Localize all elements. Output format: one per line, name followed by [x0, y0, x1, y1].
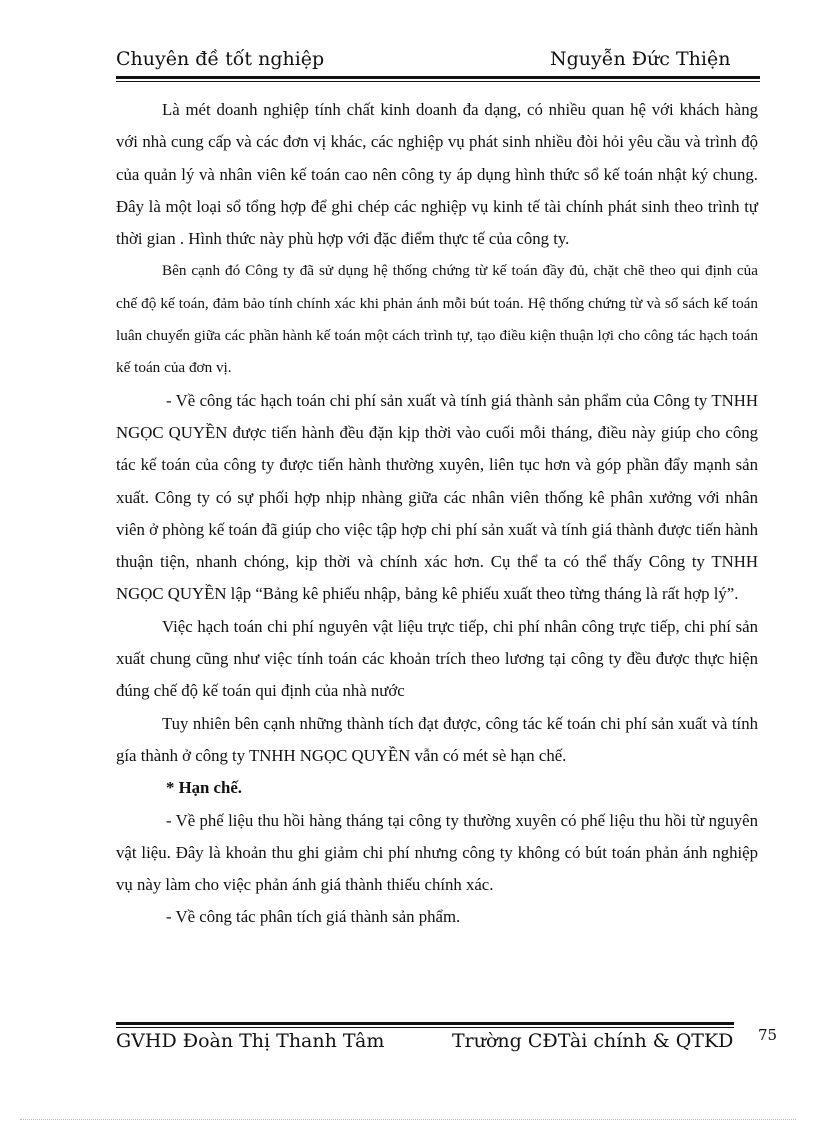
- paragraph-3: - Về công tác hạch toán chi phí sản xuất và tính giá thành sản phẩm của Công ty TNHH NGỌC QUYỀN được tiến hành đều đặn kịp thời vào cuối mỗi tháng, điều này giúp cho công tác kế toán của công ty được tiến hành thường xuyên, liên tục hơn và góp phần đẩy mạnh sản xuất. Công ty có sự phối hợp nhịp nhàng giữa các nhân viên thống kê phân xưởng với nhân viên ở phòng kế toán đã giúp cho việc tập hợp chi phí sản xuất và tính giá thành được tiến hành thuận tiện, nhanh chóng, kịp thời và chính xác hơn. Cụ thể ta có thể thấy Công ty TNHH NGỌC QUYỀN lập “Bảng kê phiếu nhập, bảng kê phiếu xuất theo từng tháng là rất hợp lý”.: [116, 390, 758, 604]
- footer-rule-thin: [116, 1027, 734, 1028]
- section-heading-limitations: * Hạn chế.: [166, 778, 242, 798]
- footer-school: Trường CĐTài chính & QTKD: [452, 1030, 734, 1052]
- paragraph-2: Bên cạnh đó Công ty đã sử dụng hệ thống chứng từ kế toán đầy đủ, chặt chẽ theo qui định của chế độ kế toán, đảm bảo tính chính xác khi phản ánh mỗi bút toán. Hệ thống chứng từ và sổ sách kế toán luân chuyển giữa các phần hành kế toán một cách trình tự, tạo điều kiện thuận lợi cho công tác hạch toán kế toán của đơn vị.: [116, 262, 758, 377]
- paragraph-7: - Về phế liệu thu hồi hàng tháng tại công ty thường xuyên có phế liệu thu hồi từ nguyên vật liệu. Đây là khoản thu ghi giảm chi phí nhưng công ty không có bút toán phản ánh nghiệp vụ này làm cho việc phản ánh giá thành thiếu chính xác.: [116, 810, 758, 895]
- header-rule-thick: [116, 76, 760, 79]
- page-bottom-edge: [20, 1119, 796, 1120]
- paragraph-1: Là mét doanh nghiệp tính chất kinh doanh đa dạng, có nhiều quan hệ với khách hàng với nhà cung cấp và các đơn vị khác, các nghiệp vụ phát sinh nhiều đòi hỏi yêu cầu và trình độ của quản lý và nhân viên kế toán cao nên công ty áp dụng hình thức sổ kế toán nhật ký chung. Đây là một loại sổ tổng hợp để ghi chép các nghiệp vụ kinh tế tài chính phát sinh theo trình tự thời gian . Hình thức này phù hợp với đặc điểm thực tế của công ty.: [116, 100, 758, 249]
- page-header: [116, 48, 758, 74]
- footer-supervisor: GVHD Đoàn Thị Thanh Tâm: [116, 1030, 385, 1052]
- document-body: [116, 94, 758, 934]
- footer-rule-thick: [116, 1022, 734, 1025]
- paragraph-4: Việc hạch toán chi phí nguyên vật liệu trực tiếp, chi phí nhân công trực tiếp, chi phí sản xuất chung cũng như việc tính toán các khoản trích theo lương tại công ty đều được thực hiện đúng chế độ kế toán qui định của nhà nước: [116, 616, 758, 701]
- header-author-name: Nguyễn Đức Thiện: [550, 48, 731, 70]
- header-document-title: Chuyên đề tốt nghiệp: [116, 48, 325, 70]
- paragraph-5: Tuy nhiên bên cạnh những thành tích đạt được, công tác kế toán chi phí sản xuất và tính gía thành ở công ty TNHH NGỌC QUYỀN vẫn có mét sè hạn chế.: [116, 713, 758, 765]
- paragraph-8: - Về công tác phân tích giá thành sản phẩm.: [166, 907, 461, 927]
- page-footer: [116, 1030, 736, 1056]
- page-number: 75: [758, 1026, 778, 1044]
- header-rule-thin: [116, 81, 760, 82]
